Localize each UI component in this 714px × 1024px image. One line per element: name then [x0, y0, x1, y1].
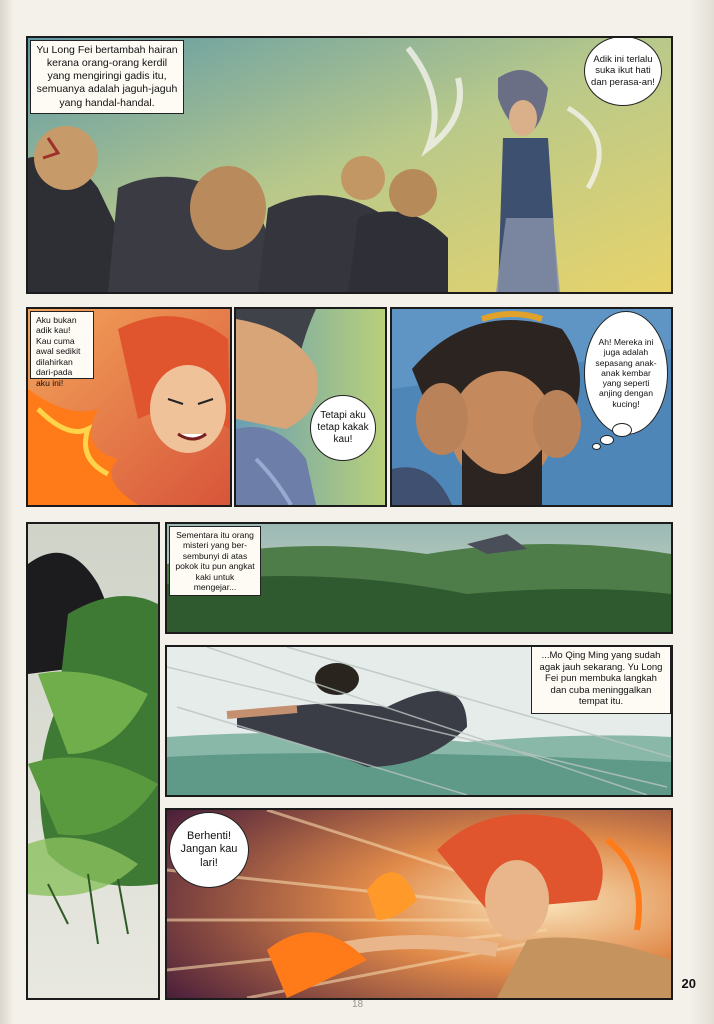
panel-1	[26, 36, 673, 294]
page-number: 20	[681, 976, 696, 991]
panel-5	[26, 522, 160, 1000]
thought-dot-small	[592, 443, 601, 450]
panel-8-speech-bubble: Berhenti! Jangan kau lari!	[169, 812, 249, 888]
panel-4	[390, 307, 673, 507]
thought-dot-large	[612, 423, 632, 437]
panel-6	[165, 522, 673, 634]
panel-2-speech-box: Aku bukan adik kau! Kau cuma awal sedikit dilahirkan dari-pada aku ini!	[30, 311, 94, 379]
panel-6-caption: Sementara itu orang misteri yang ber-sembunyi di atas pokok itu pun angkat kaki untuk mengejar...	[169, 526, 261, 596]
panel-2	[26, 307, 232, 507]
panel-1-caption: Yu Long Fei bertambah hairan kerana orang-orang kerdil yang mengiringi gadis itu, semuanya adalah jaguh-jaguh yang handal-handal.	[30, 40, 184, 114]
panel-5-art	[28, 524, 158, 998]
panel-3	[234, 307, 387, 507]
folio-number: 18	[352, 999, 364, 1010]
panel-8	[165, 808, 673, 1000]
thought-dot-medium	[600, 435, 614, 445]
panel-7	[165, 645, 673, 797]
panel-4-thought-bubble: Ah! Mereka ini juga adalah sepasang anak-anak kembar yang seperti anjing dengan kucing!	[584, 311, 668, 435]
panel-7-caption: ...Mo Qing Ming yang sudah agak jauh sekarang. Yu Long Fei pun membuka langkah dan cuba meninggalkan tempat itu.	[531, 646, 671, 714]
panel-3-speech-bubble: Tetapi aku tetap kakak kau!	[310, 395, 376, 461]
panel-1-speech-bubble: Adik ini terlalu suka ikut hati dan perasa-an!	[584, 36, 662, 106]
